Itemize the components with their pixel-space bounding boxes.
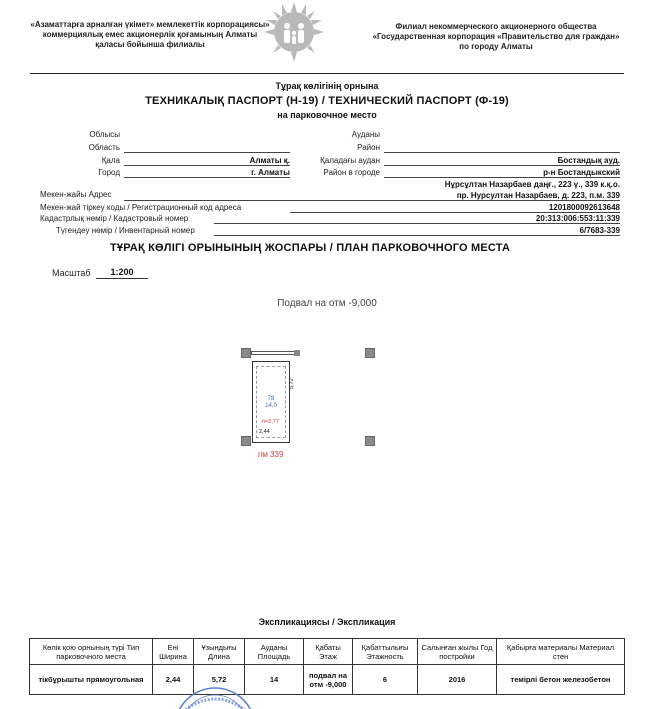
header-wall-material: Қабырға материалы Материал стен [497, 639, 625, 665]
cadastral-underline [214, 223, 620, 224]
title-line-1: Тұрақ көлігінің орнына [275, 81, 379, 91]
room-number: 78 [267, 396, 275, 402]
explication-header-row [30, 639, 625, 665]
column-bottom-right [365, 436, 375, 446]
explication-table [29, 638, 625, 695]
oblys-label: Облысы [89, 130, 120, 139]
explication-title: Экспликациясы / Экспликация [258, 617, 396, 627]
plan-title: ТҰРАҚ КӨЛІГІ ОРЫНЫНЫҢ ЖОСПАРЫ / ПЛАН ПАРКОВОЧНОГО МЕСТА [110, 242, 511, 254]
header-storeys: Қабаттылығы Этажность [353, 639, 418, 665]
cell-width: 2,44 [153, 665, 194, 695]
city-ru-value: г. Алматы [251, 168, 290, 177]
header-width: Ені Ширина [153, 639, 194, 665]
header-year: Салынған жылы Год постройки [418, 639, 497, 665]
width-dimension: 2,44 [259, 429, 270, 435]
raion-underline [384, 152, 620, 153]
length-dimension: 5,72 [289, 378, 295, 389]
header-length: Ұзындығы Длина [194, 639, 245, 665]
reg-code-underline [290, 212, 620, 213]
cell-storeys: 6 [353, 665, 418, 695]
city-raion-kz-underline [384, 165, 620, 166]
gorod-underline [124, 177, 290, 178]
inventory-underline [214, 235, 620, 236]
wall-strip [251, 351, 297, 355]
raion-label: Район [357, 143, 380, 152]
header-type: Көлік қою орнының түрі Тип парковочного места [30, 639, 153, 665]
address-ru-value: пр. Нурсултан Назарбаев, д. 223, п.м. 339 [456, 191, 620, 200]
column-top-left [241, 348, 251, 358]
city-kz-value: Алматы қ. [249, 156, 290, 165]
oblast-underline [124, 152, 290, 153]
parking-space-inner [256, 366, 286, 438]
official-stamp [150, 686, 280, 709]
cadastral-value: 20:313:006:553:11:339 [535, 214, 620, 223]
cell-wall-material: темірлі бетон железобетон [497, 665, 625, 695]
column-bottom-left [241, 436, 251, 446]
inventory-label: Түгендеу нөмір / Инвентарный номер [56, 226, 195, 235]
oblast-label: Область [88, 143, 120, 152]
kala-label: Қала [101, 156, 120, 165]
scale-value: 1:200 [96, 267, 148, 279]
table-row [30, 665, 625, 695]
city-raion-ru-label: Район в городе [323, 168, 380, 177]
room-area: 14,0 [265, 403, 277, 409]
reg-code-value: 1201800092613648 [548, 203, 620, 212]
reg-code-label: Мекен-жай тіркеу коды / Регистрационный код адреса [40, 203, 242, 212]
place-label: пм 339 [258, 450, 284, 459]
wall-strip-end [294, 350, 300, 356]
header-divider [30, 73, 624, 74]
cadastral-label: Кадастрлық нөмір / Кадастровый номер [40, 214, 189, 223]
header-right-org: Филиал некоммерческого акционерного общества «Государственная корпорация «Правительство для граждан» по городу Алматы [372, 22, 620, 51]
gorod-label: Город [98, 168, 120, 177]
level-caption: Подвал на отм -9,000 [277, 298, 377, 309]
raion-ru-value: р-н Бостандыкский [543, 168, 620, 177]
column-top-right [365, 348, 375, 358]
audany-label: Ауданы [351, 130, 380, 139]
header-left-org: «Азаматтарға арналған үкімет» мемлекеттік корпорациясы» коммерциялық емес акционерлік қоғамының Алматы қаласы бойынша филиалы [30, 20, 270, 49]
cell-year: 2016 [418, 665, 497, 695]
cell-type: тікбұрышты прямоугольная [30, 665, 153, 695]
organization-logo [262, 0, 326, 64]
logo-emblem-icon [262, 0, 326, 64]
cell-length: 5,72 [194, 665, 245, 695]
title-line-2: ТЕХНИКАЛЫҚ ПАСПОРТ (Н-19) / ТЕХНИЧЕСКИЙ ПАСПОРТ (Ф-19) [145, 95, 509, 107]
city-raion-kz-label: Қаладағы аудан [320, 156, 380, 165]
address-underline [124, 200, 620, 201]
cell-area: 14 [245, 665, 304, 695]
address-label: Мекен-жайы Адрес [40, 190, 112, 199]
title-line-3: на парковочное место [277, 110, 377, 120]
kala-underline [124, 165, 290, 166]
raion-kz-value: Бостандық ауд. [557, 156, 620, 165]
city-raion-ru-underline [384, 177, 620, 178]
address-kz-value: Нұрсұлтан Назарбаев даңғ., 223 ү., 339 к.қ.о. [444, 180, 620, 189]
stamp-seal-icon [150, 686, 280, 709]
inventory-value: 6/7683-339 [579, 226, 620, 235]
header-floor: Қабаты Этаж [304, 639, 353, 665]
height-label: h=2,77 [262, 419, 279, 425]
scale-label: Масштаб [52, 268, 91, 278]
header-area: Ауданы Площадь [245, 639, 304, 665]
cell-floor: подвал на отм -9,000 [304, 665, 353, 695]
